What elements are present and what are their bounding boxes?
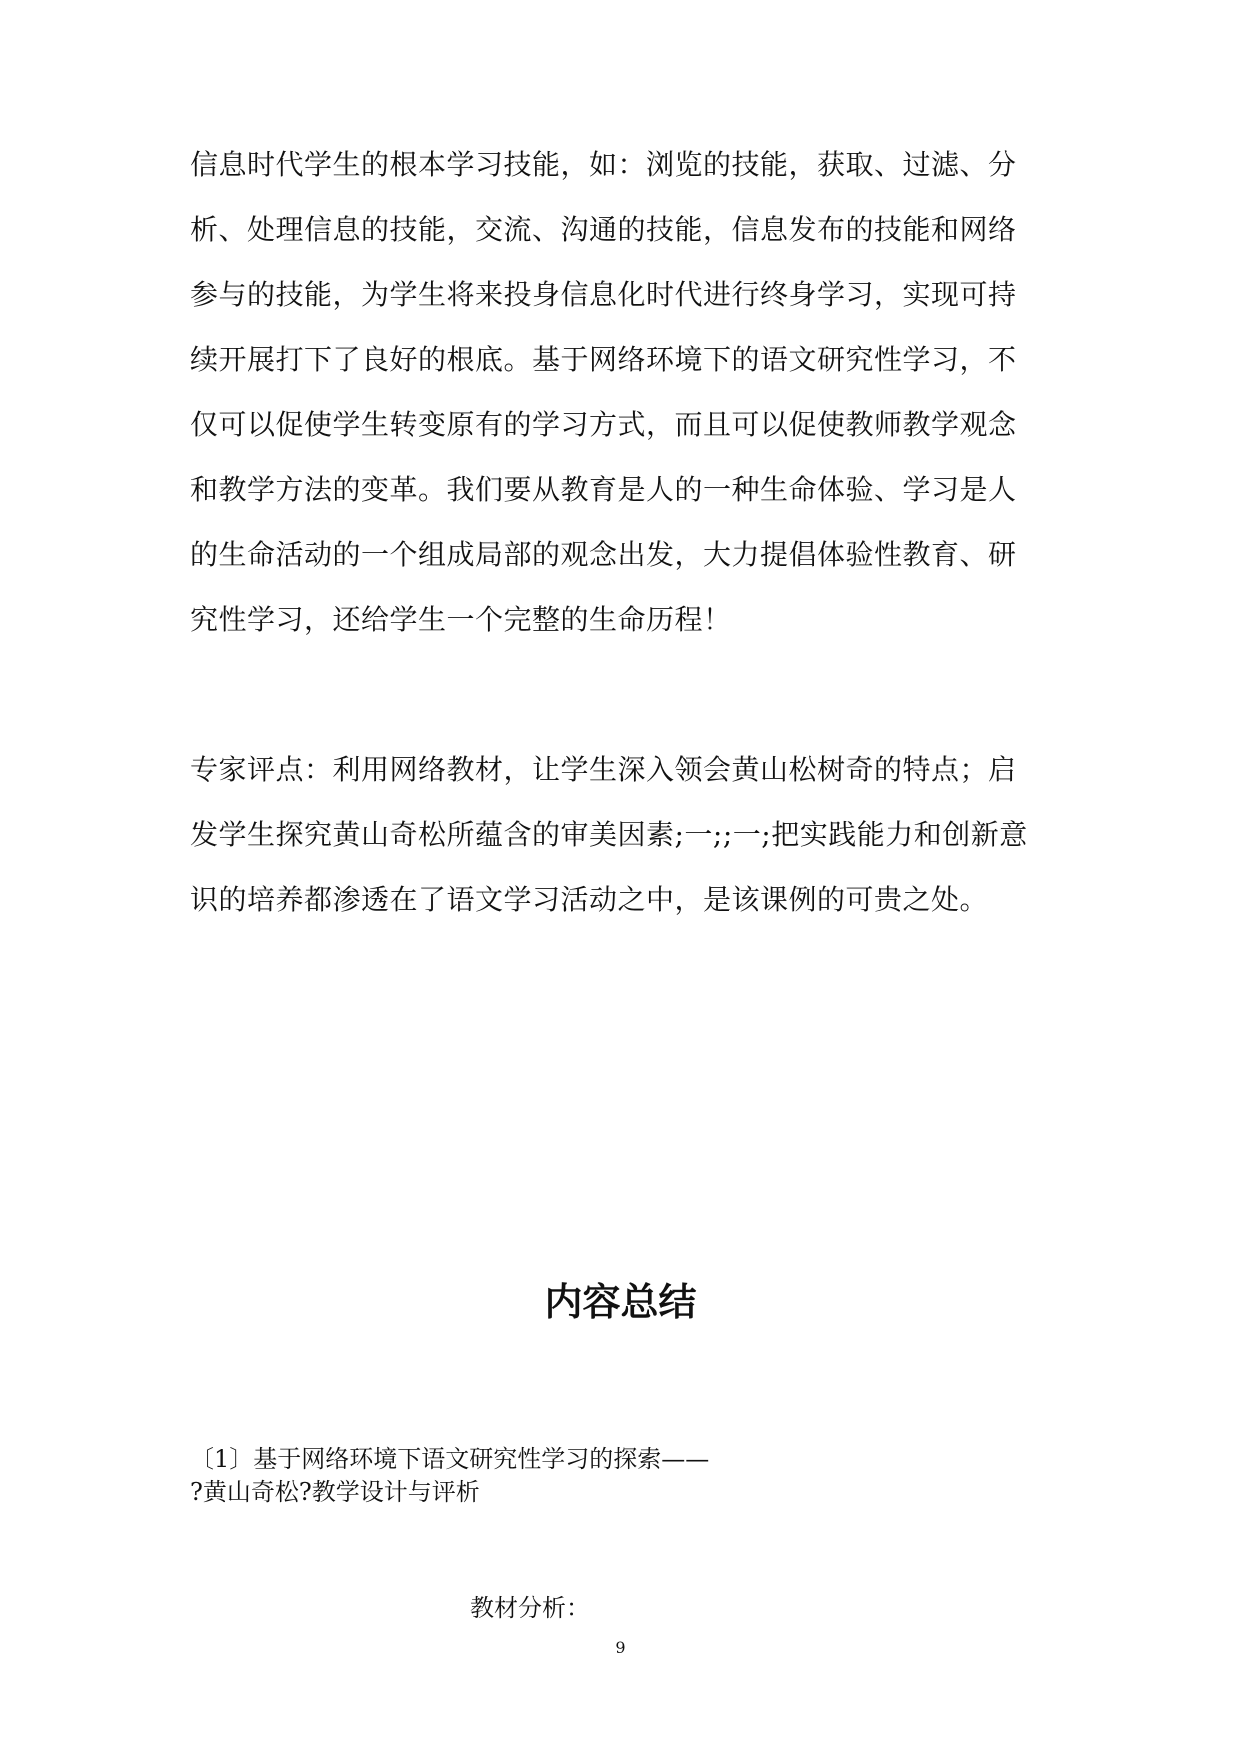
paragraph-line: 究性学习，还给学生一个完整的生命历程！ xyxy=(190,603,732,636)
paragraph-line: 识的培养都渗透在了语文学习活动之中，是该课例的可贵之处。 xyxy=(190,883,989,916)
paragraph-line: 续开展打下了良好的根底。基于网络环境下的语文研究性学习，不 xyxy=(190,343,1017,376)
paragraph-line: 参与的技能，为学生将来投身信息化时代进行终身学习，实现可持 xyxy=(190,278,1017,311)
paragraph-line: 仅可以促使学生转变原有的学习方式，而且可以促使教师教学观念 xyxy=(190,408,1017,441)
paragraph-line: 析、处理信息的技能，交流、沟通的技能，信息发布的技能和网络 xyxy=(190,213,1017,246)
page-number: 9 xyxy=(615,1638,626,1657)
paragraph-line: 的生命活动的一个组成局部的观念出发，大力提倡体验性教育、研 xyxy=(190,538,1017,571)
textbook-analysis-label: 教材分析： xyxy=(470,1594,590,1622)
paragraph-line: 和教学方法的变革。我们要从教育是人的一种生命体验、学习是人 xyxy=(190,473,1017,506)
section-heading: 内容总结 xyxy=(544,1280,697,1324)
paragraph-line: 专家评点：利用网络教材，让学生深入领会黄山松树奇的特点；启 xyxy=(190,753,1017,786)
paragraph-line: 信息时代学生的根本学习技能，如：浏览的技能，获取、过滤、分 xyxy=(190,148,1017,181)
summary-item-title: 〔1〕基于网络环境下语文研究性学习的探索—— xyxy=(190,1445,710,1473)
paragraph-line: 发学生探究黄山奇松所蕴含的审美因素;一;;一;把实践能力和创新意 xyxy=(190,818,1028,851)
summary-item-subtitle: ?黄山奇松?教学设计与评析 xyxy=(190,1478,480,1506)
